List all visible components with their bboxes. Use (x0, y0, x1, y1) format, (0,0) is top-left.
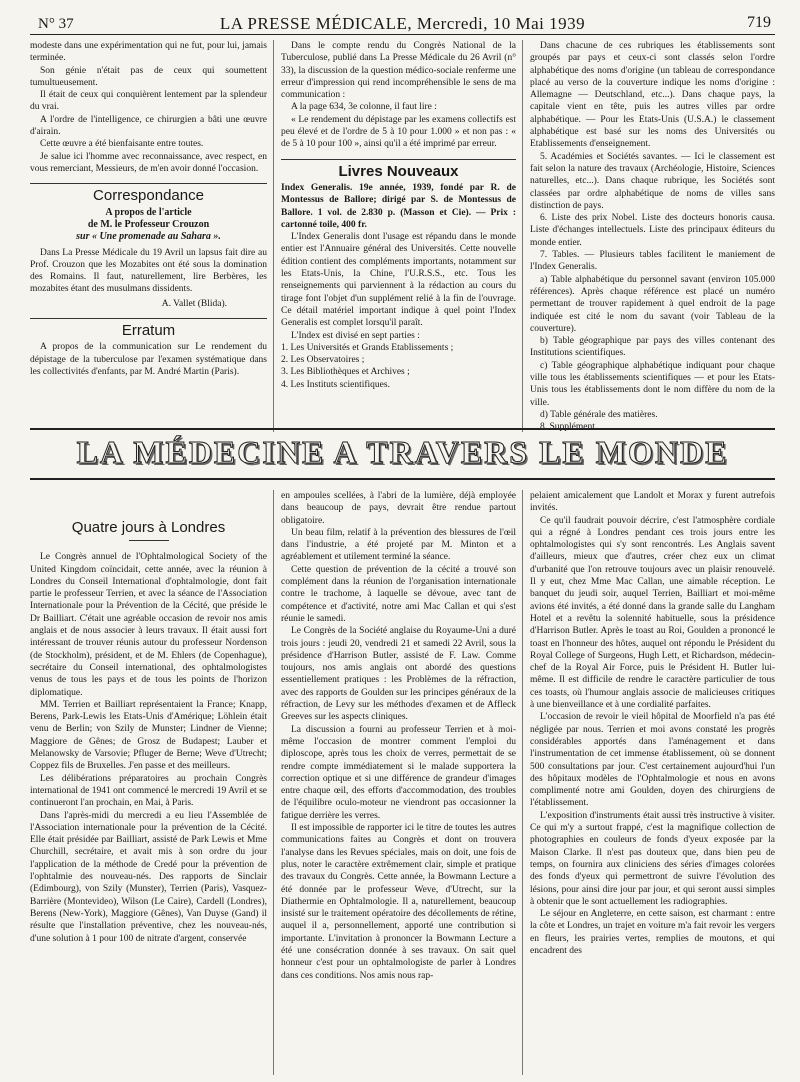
corr-signature: A. Vallet (Blida). (161, 298, 227, 309)
paragraph: A l'ordre de l'intelligence, ce chirurgien a bâti une œuvre d'airain. (30, 114, 267, 138)
paragraph: A la page 634, 3e colonne, il faut lire : (291, 102, 437, 113)
paragraph: Dans l'après-midi du mercredi a eu lieu l'Assemblée de l'Association internationale pour la prévention de la Cécité. Elle était présidée par Bailliart, assisté de Park Lewis et Mme Churchill, secrétaire, et avait mis à son ordre du jour l'application de la méthode de Credé pour la prévention de l'ophtalmie des nouveau-nés. Des rapports de Sinclair (Edimbourg), von Szily (Munster), Terrien (Paris), Vasquez-Barrière (Montevideo), Wilson (Le Caire), Cardell (Londres), Berens (New-York), Maggiore (Gênes), Van Duyse (Gand) il résulte que l'installation préventive, chez les nouveau-nés, d'une solution à 1 pour 100 de nitrate d'argent, conservée (30, 810, 267, 944)
livres-heading: Livres Nouveaux (338, 162, 459, 180)
section-banner (30, 434, 775, 471)
paragraph: L'exposition d'instruments était aussi très instructive à visiter. Ce qui m'y a surtout frappé, c'est la magnifique collection de photographies en couleurs de fonds d'yeux exposée par la Maison Clarke. Il n'est pas douteux que, dans bien peu de temps, on fournira aux cliniciens des séries d'images colorées des fonds d'yeux qui permettront de suivre l'évolution des lésions, pour ainsi dire jour par jour, et qui seront aussi simples à obtenir que le sont actuellement les radiographies. (530, 810, 775, 907)
paragraph: « Le rendement du dépistage par les examens collectifs est peu élevé et de l'ordre de 5 à 10 pour 1.000 » et non pas : « de 5 à 10 pour 100 », ainsi qu'il a été imprimé par erreur. (281, 114, 516, 150)
banner-rule (30, 428, 775, 430)
erratum-heading: Erratum (121, 322, 176, 340)
paragraph: MM. Terrien et Bailliart représentaient la France; Knapp, Berens, Park-Lewis les Etats-Unis d'Amérique; Löhlein était venu de Berlin; von Szily de Munster; Lindner de Vienne; Maggiore de Gênes; de Grosz de Budapest; Lauber et Melanowsky de Varsovie; Pfluger de Berne; Weve d'Utrecht; Coppez fils de Bruxelles. J'en passe et des meilleurs. (30, 699, 267, 772)
column-rule (522, 40, 523, 432)
book-parts-list (281, 342, 516, 391)
paragraph: Ce qu'il faudrait pouvoir décrire, c'est l'atmosphère cordiale qui a régné à Londres pendant ces trois jours entre les ophtalmologistes qui s'y sont rencontrés. Les Anglais savent d'ailleurs, mieux que d'autres, créer chez eux un climat d'urbanité que l'on retrouve toujours avec un plaisir renouvelé. Il y eut, chez Mme Mac Callan, une aimable réception. Le banquet du jeudi soir, auquel Terrien, Bailliart et moi-même avions été invités, a été donné dans la grande salle du Langham Hotel et a revêtu la solennité habituelle, sous la présidence d'Harrison Butler. Après le toast au Roi, Goulden a prononcé le toast en l'honneur des hôtes, auquel ont répondu le Président du Royal College of Surgeons, Hugh Lett, et Richardson, médecin-chef de la Royal Air Force, puis le Président H. Butler lui-même. Il est difficile de rendre le caractère particulier de tous ces toasts, où l'humour anglais associe de malicieuses critiques à une bienveillance et à une cordialité parfaites. (530, 515, 775, 711)
upper-column-3 (530, 40, 775, 435)
list-item: 3. Les Bibliothèques et Archives ; (281, 367, 410, 378)
column-rule (273, 490, 274, 1075)
paragraph: Il est impossible de rapporter ici le titre de toutes les autres communications faites au Congrès et dont on trouvera l'analyse dans les Revues spéciales, mais on doit, une fois de plus, noter le caractère extrêmement clair, simple et pratique des travaux du Congrès. Cette année, la Bowmann Lecture a été donnée par le professeur Weve, d'Utrecht, sur la Diathermie en Ophtalmologie. Il a, naturellement, beaucoup insisté sur le traitement opératoire des décollements de rétine, auquel il a, personnellement, apporté une contribution si importante. L'invitation à prononcer la Bowmann Lecture a été une consécration donnée à ses travaux. On sait quel honneur c'est pour un ophtalmologiste de parler à Londres dans ces conditions. Nos amis nous rap- (281, 823, 516, 981)
paragraph: 5. Académies et Sociétés savantes. — Ici le classement est fait selon la nature des travaux (Archéologie, Histoire, Sciences naturelles, etc...). Dans chaque rubrique, les Sociétés sont classées par ordre alphabétique de noms de villes sans distinction de pays. (530, 151, 775, 211)
book-review: L'Index Generalis dont l'usage est répandu dans le monde entier est l'Annuaire général des Universités. Cette nouvelle édition contient des compléments importants, notamment sur les Etats-Unis, la Chine, l'U.R.S.S., etc. Tous les renseignements qui parviennent à la rédaction au cours du tirage font l'objet d'un supplément relié à la fin de l'ouvrage. Ce détail matériel important indique à quel point l'Index Generalis est complet lorsqu'il paraît. (281, 232, 516, 329)
paragraph: d) Table générale des matières. (540, 409, 658, 420)
column-rule (522, 490, 523, 1075)
list-item: 1. Les Universités et Grands Etablissements ; (281, 342, 454, 353)
paragraph: Un beau film, relatif à la prévention des blessures de l'œil dans l'industrie, a été projeté par M. Minton et a agréablement et utilement terminé la séance. (281, 527, 516, 563)
paragraph: b) Table géographique par pays des villes contenant des Institutions scientifiques. (530, 336, 775, 359)
book-parts-intro: L'Index est divisé en sept parties : (291, 330, 420, 341)
paragraph: c) Table géographique alphabétique indiquant pour chaque ville tous les établissements scientifiques — et pour les Etats-Unis tous les établissements dont le nom diffère du nom de la ville. (530, 360, 775, 408)
paragraph: a) Table alphabétique du personnel savant (environ 105.000 références). Après chaque référence est placé un numéro permettant de trouver rapidement à quel endroit de la page indiquée est cité le nom du savant (voir Tableau de la couverture). (530, 274, 775, 334)
banner-rule (30, 478, 775, 480)
article-column-3 (530, 490, 775, 1075)
issue-number: N° 37 (38, 16, 74, 32)
upper-column-2 (281, 40, 516, 435)
divider (281, 159, 516, 160)
paragraph: Cette œuvre a été bienfaisante entre toutes. (40, 139, 204, 150)
divider (30, 318, 267, 319)
article-title: Quatre jours à Londres (71, 519, 226, 536)
column-rule (273, 40, 274, 432)
paragraph: Le séjour en Angleterre, en cette saison, est charmant : entre la côte et Londres, un trajet en voiture m'a fait revoir les vergers en fleurs, les prairies vertes, remplies de moutons, et qui encadrent des (530, 909, 775, 956)
paragraph: Cette question de prévention de la cécité a trouvé son complément dans la réunion de l'organisation internationale contre le trachome, à laquelle se dévoue, avec tant de compétence et d'activité, notre ami Mac Callan et qui s'est réunie le samedi. (281, 564, 516, 624)
paragraph: 8. Supplément. (540, 422, 598, 433)
paragraph: Le Congrès annuel de l'Ophtalmological Society of the United Kingdom coïncidait, cette année, avec la réunion à Londres du Conseil International d'ophtalmologie, dont fait partie le professeur Terrien, et avec la séance de l'Association Internationale pour la Prévention de la Cécité, que préside le Dr Bailliart. C'était une agréable occasion de revoir nos amis anglais et de nous associer à leurs travaux. Il était aussi fort intéressant de trouver réunis autour du professeur Nordenson (de Stockholm), président, et de M. Ehlers (de Copenhague), secrétaire du Conseil international, des ophtalmologistes venus de tous les pays et de tous les points de l'horizon diplomatique. (30, 552, 267, 698)
erratum-text: A propos de la communication sur Le rendement du dépistage de la tuberculose par l'examen systématique dans les collectivités d'enfants, par M. André Martin (Paris). (30, 342, 267, 377)
paragraph: 6. Liste des prix Nobel. Liste des docteurs honoris causa. Liste d'échanges intellectuels. Liste des principaux éditeurs du monde entier. (530, 213, 775, 248)
list-item: 4. Les Instituts scientifiques. (281, 379, 390, 390)
page-number: 719 (747, 14, 771, 31)
article-column-2 (281, 490, 516, 1075)
banner-text: LA MÉDECINE A TRAVERS LE MONDE (76, 434, 729, 470)
divider (30, 183, 267, 184)
title-rule (129, 540, 169, 541)
correspondance-heading: Correspondance (93, 187, 204, 205)
corr-subheading: A propos de l'article (105, 206, 192, 218)
paragraph: Dans chacune de ces rubriques les établissements sont groupés par pays et ceux-ci sont classés selon l'ordre alphabétique des noms d'origine (un tableau de correspondance placé au verso de la couverture indique les noms d'origine : Allemagne — Deutschland, etc...). Dans chaque pays, la capitale vient en tête, puis les autres villes par ordre alphabétique. — Pour les Etats-Unis (U.S.A.) le classement alphabétique est basé sur les noms des Universités ou Etablissements d'enseignement. (530, 41, 775, 150)
corr-subheading: de M. le Professeur Crouzon (87, 218, 210, 230)
paragraph: Son génie n'était pas de ceux qui soumettent tumultueusement. (30, 65, 267, 88)
paragraph: Dans le compte rendu du Congrès National de la Tuberculose, publié dans La Presse Médicale du 26 Avril (n° 33), la discussion de la question médico-sociale renferme une erreur d'impression qui rend incompréhensible le sens de ma communication : (281, 41, 516, 101)
upper-column-1 (30, 40, 267, 435)
paragraph: Le Congrès de la Société anglaise du Royaume-Uni a duré trois jours : jeudi 20, vendredi 21 et samedi 22 Avril, sous la présidence d'Harrison Butler, assisté de F. Law. Comme toujours, nos amis anglais ont abordé des questions essentiellement pratiques : les Problèmes de la réfraction, avec des rapports de Goulden sur les principes généraux de la réfraction, de Levy sur les méthodes d'examen et de Affleck Greeves sur les aspects cliniques. (281, 626, 516, 723)
paragraph: Les délibérations préparatoires au prochain Congrès international de 1941 ont commencé le mercredi 19 Avril et se continueront l'an prochain, en Mai, à Paris. (30, 773, 267, 809)
paragraph: Il était de ceux qui conquièrent lentement par la splendeur du vrai. (30, 90, 267, 113)
paragraph: modeste dans une expérimentation qui ne fut, pour lui, jamais terminée. (30, 41, 267, 64)
paragraph: pelaient amicalement que Landolt et Morax y furent autrefois invités. (530, 491, 775, 514)
paragraph: Je salue ici l'homme avec reconnaissance, avec respect, en vous remerciant, Messieurs, de m'en avoir donné l'occasion. (30, 151, 267, 174)
list-item: 2. Les Observatoires ; (281, 355, 365, 366)
paragraph: La discussion a fourni au professeur Terrien et à moi-même l'occasion de montrer comment l'emploi du diploscope, après tous les choix de verres, permettait de se rendre compte immédiatement si le malade supportera la correction optique et si une différence de grandeur d'images entre chaque œil, des efforts d'accommodation, des troubles de l'équilibre oculo-moteur ne viendront pas occasionner la fatigue derrière les verres. (281, 724, 516, 821)
corr-text: Dans La Presse Médicale du 19 Avril un lapsus fait dire au Prof. Crouzon que les Mozabites ont été sous la domination des Romains. Il faut, naturellement, lire Berbères, les mozabites étant des musulmans dissidents. (30, 247, 267, 295)
journal-title: LA PRESSE MÉDICALE, Mercredi, 10 Mai 1939 (219, 14, 586, 33)
paragraph: L'occasion de revoir le vieil hôpital de Moorfield n'a pas été négligée par nous. Terrien et moi avons constaté les progrès considérables apportés dans l'aménagement et dans l'instrumentation de cet immense établissement, où se donnent 500 consultations par jour. C'est certainement aujourd'hui l'un des hôpitaux modèles de l'Ophtalmologie et nous en avons complimenté notre ami Goulden, doyen des chirurgiens de l'établissement. (530, 712, 775, 809)
article-column-1 (30, 490, 267, 1075)
paragraph: en ampoules scellées, à l'abri de la lumière, déjà employée dans beaucoup de pays, devrait être rendue partout obligatoire. (281, 491, 516, 526)
paragraph: 7. Tables. — Plusieurs tables facilitent le maniement de l'Index Generalis. (530, 250, 775, 273)
corr-subheading: sur « Une promenade au Sahara ». (76, 230, 221, 242)
book-entry: Index Generalis. 19e année, 1939, fondé par R. de Montessus de Ballore; dirigé par S. de Montessus de Ballore. 1 vol. de 2.830 p. (Masson et Cie). — Prix : cartonné toile, 400 fr. (281, 182, 516, 230)
page-header (30, 10, 775, 35)
